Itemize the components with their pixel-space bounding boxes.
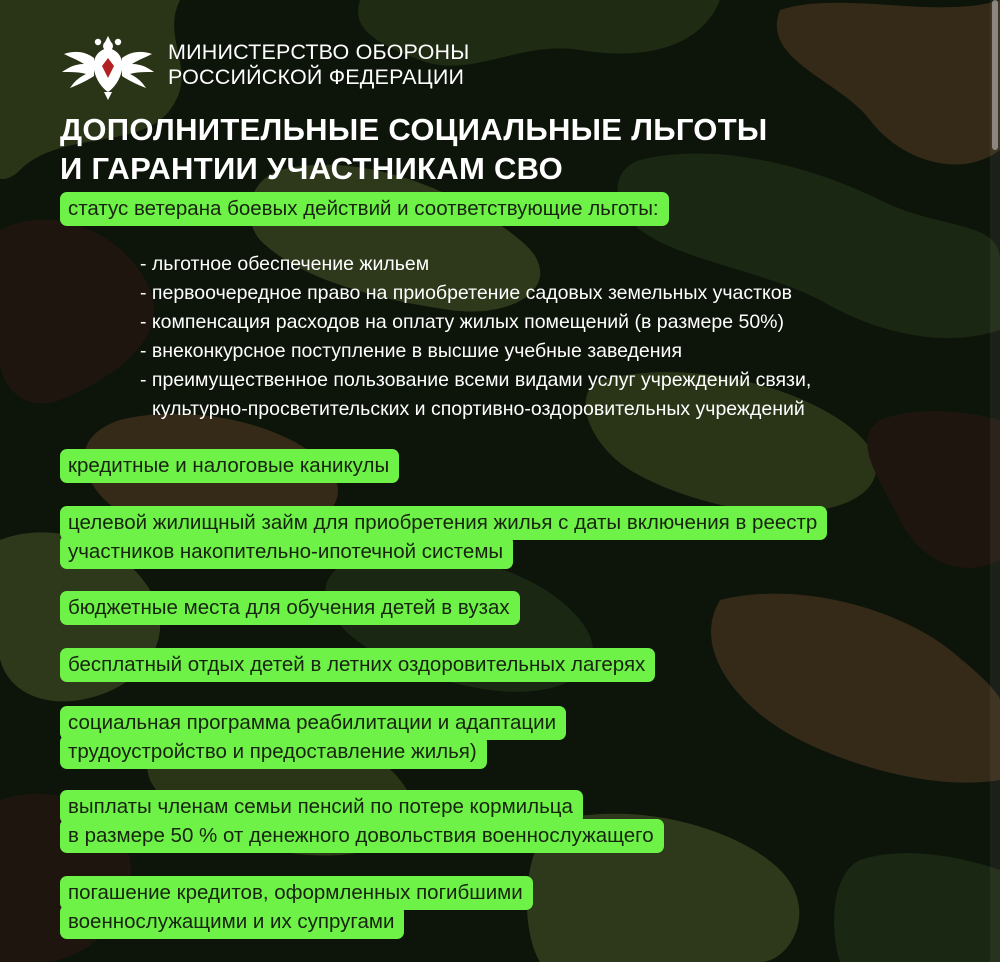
double-headed-eagle-icon [58, 28, 158, 102]
benefit-rehabilitation-line-2: трудоустройство и предоставление жилья) [60, 735, 487, 769]
list-item-continuation: культурно-просветительских и спортивно-оздоровительных учреждений [152, 398, 805, 420]
benefit-housing-loan-line-1: целевой жилищный займ для приобретения жилья с даты включения в реестр [60, 506, 827, 540]
benefit-university-places: бюджетные места для обучения детей в вузах [60, 591, 520, 625]
ministry-name [168, 40, 469, 90]
list-item: - льготное обеспечение жильем [140, 253, 430, 275]
page-title [60, 110, 768, 188]
list-item: - компенсация расходов на оплату жилых помещений (в размере 50%) [140, 311, 785, 333]
benefit-rehabilitation-line-1: социальная программа реабилитации и адаптации [60, 706, 566, 740]
benefit-loan-repayment-line-2: военнослужащими и их супругами [60, 905, 404, 939]
scrollbar[interactable] [990, 0, 1000, 962]
benefit-survivor-pension-line-1: выплаты членам семьи пенсий по потере кормильца [60, 790, 583, 824]
list-item: - внеконкурсное поступление в высшие учебные заведения [140, 340, 683, 362]
list-item: - первоочередное право на приобретение садовых земельных участков [140, 282, 793, 304]
veteran-status-label: статус ветерана боевых действий и соответствующие льготы: [60, 192, 669, 226]
ministry-line-1: МИНИСТЕРСТВО ОБОРОНЫ [168, 40, 470, 64]
benefit-survivor-pension-line-2: в размере 50 % от денежного довольствия военнослужащего [60, 819, 664, 853]
ministry-line-2: РОССИЙСКОЙ ФЕДЕРАЦИИ [168, 65, 465, 89]
title-line-2: И ГАРАНТИИ УЧАСТНИКАМ СВО [60, 151, 564, 186]
benefit-credit-holidays: кредитные и налоговые каникулы [60, 449, 399, 483]
list-item: - преимущественное пользование всеми видами услуг учреждений связи, [140, 369, 812, 391]
benefit-loan-repayment-line-1: погашение кредитов, оформленных погибшими [60, 876, 533, 910]
veteran-benefits-list [140, 250, 811, 424]
benefit-housing-loan-line-2: участников накопительно-ипотечной системы [60, 535, 513, 569]
scrollbar-thumb[interactable] [992, 0, 998, 150]
benefit-summer-camps: бесплатный отдых детей в летних оздоровительных лагерях [60, 648, 655, 682]
title-line-1: ДОПОЛНИТЕЛЬНЫЕ СОЦИАЛЬНЫЕ ЛЬГОТЫ [60, 112, 768, 147]
header [58, 28, 469, 102]
